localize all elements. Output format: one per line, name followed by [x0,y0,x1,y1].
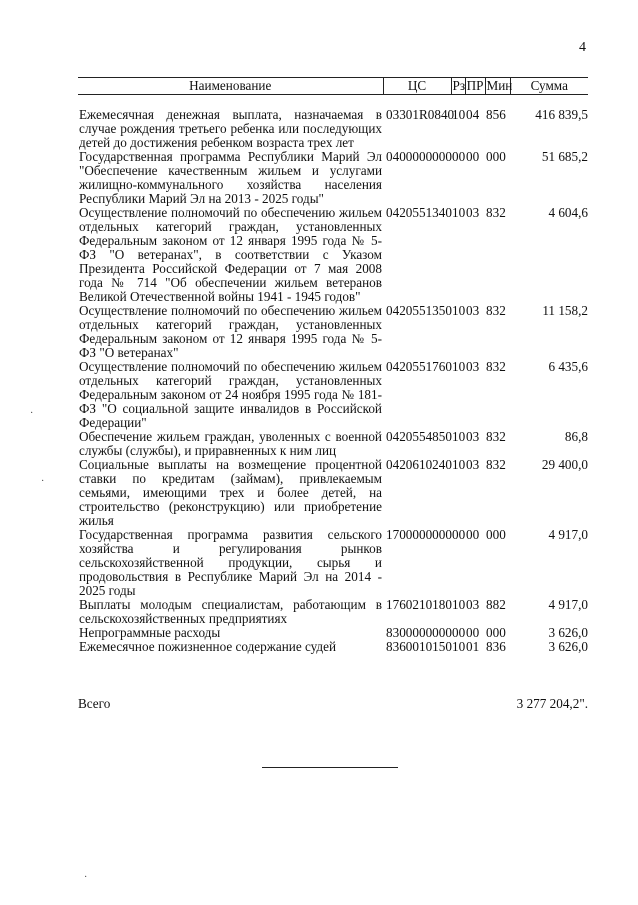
total-label: Всего [78,696,111,711]
row-min: 832 [486,457,506,472]
row-min: 832 [486,303,506,318]
row-min: 836 [486,639,506,654]
table-row [78,95,588,151]
row-min: 832 [486,359,506,374]
header-sum: Сумма [510,78,588,95]
table-row [78,430,588,458]
row-rz: 10 [452,457,466,472]
row-min: 882 [486,597,506,612]
row-pr: 03 [466,597,480,612]
row-name: Государственная программа развития сельского хозяйства и регулирования рынков сельскохозяйственной продукции, сырья и продовольствия в Республике Марий Эл на 2014 - 2025 годы [79,527,382,598]
row-pr: 00 [466,527,480,542]
row-name: Выплаты молодым специалистам, работающим в сельскохозяйственных предприятиях [79,597,382,626]
row-rz: 00 [452,527,466,542]
total-value: 3 277 204,2". [516,696,588,711]
row-cs-code: 0420610240 [386,457,452,472]
row-cs-code: 8300000000 [386,625,452,640]
row-name: Ежемесячное пожизненное содержание судей [79,639,337,654]
row-min: 000 [486,625,506,640]
row-name: Обеспечение жильем граждан, уволенных с военной службы (службы), и приравненных к ним лиц [79,429,382,458]
row-sum: 416 839,5 [535,107,588,122]
row-sum: 6 435,6 [548,359,588,374]
row-cs-code: 0420551340 [386,205,452,220]
row-rz: 10 [452,303,466,318]
header-name: Наименование [78,78,383,95]
row-pr: 00 [466,149,480,164]
row-cs-code: 0400000000 [386,149,452,164]
row-rz: 00 [452,149,466,164]
header-rz: Рз [452,78,466,93]
row-pr: 01 [466,639,480,654]
table-row [78,458,588,528]
row-name: Осуществление полномочий по обеспечению жильем отдельных категорий граждан, установленных Федеральным законом от 12 января 1995 года № 5-ФЗ "О ветеранах" [79,303,382,360]
scan-speck: · [41,476,45,487]
row-sum: 86,8 [564,429,588,444]
table-row [78,304,588,360]
signature-divider [262,767,398,768]
row-cs-code: 1700000000 [386,527,452,542]
row-sum: 4 917,0 [548,527,588,542]
row-rz: 10 [452,205,466,220]
row-cs-code: 0420551760 [386,359,452,374]
row-pr: 04 [466,107,480,122]
row-name: Непрограммные расходы [79,625,221,640]
row-min: 000 [486,149,506,164]
table-row [78,528,588,598]
row-cs-code: 03301R0840 [386,107,455,122]
row-sum: 3 626,0 [548,639,588,654]
row-rz: 10 [452,597,466,612]
row-rz: 00 [452,625,466,640]
row-rz: 10 [452,359,466,374]
row-min: 000 [486,527,506,542]
row-sum: 3 626,0 [548,625,588,640]
row-rz: 10 [452,107,466,122]
table-row [78,598,588,626]
row-sum: 4 604,6 [548,205,588,220]
row-name: Социальные выплаты на возмещение процентной ставки по кредитам (займам), привлекаемым семьями, имеющими трех и более детей, на строительство (реконструкцию) или приобретение жилья [79,457,382,528]
budget-table [78,77,588,654]
row-pr: 00 [466,625,480,640]
row-cs-code: 1760210180 [386,597,452,612]
row-pr: 03 [466,359,480,374]
row-pr: 03 [466,457,480,472]
row-sum: 29 400,0 [541,457,588,472]
row-rz: 10 [452,639,466,654]
row-min: 832 [486,205,506,220]
row-sum: 4 917,0 [548,597,588,612]
scan-speck: · [84,872,88,883]
row-cs-code: 0420551350 [386,303,452,318]
row-min: 832 [486,429,506,444]
row-cs-code: 0420554850 [386,429,452,444]
row-name: Осуществление полномочий по обеспечению жильем отдельных категорий граждан, установленных Федеральным законом от 12 января 1995 года № 5-ФЗ "О ветеранах", в соответствии с Указом Президента Российской Федерации от 7 мая 2008 года № 714 "Об обеспечении жильем ветеранов Великой Отечественной войны 1941 - 1945 годов" [79,205,382,304]
header-min: Мин [486,78,513,93]
row-name: Государственная программа Республики Марий Эл "Обеспечение качественным жильем и услугами жилищно-коммунального хозяйства населения Республики Марий Эл на 2013 - 2025 годы" [79,149,382,206]
row-pr: 03 [466,429,480,444]
scan-speck: · [30,408,34,419]
table-header-row [78,78,588,95]
row-pr: 03 [466,303,480,318]
row-cs-code: 8360010150 [386,639,452,654]
row-name: Ежемесячная денежная выплата, назначаемая в случае рождения третьего ребенка или последующих детей до достижения ребенком возраста трех лет [79,107,382,150]
table-row [78,640,588,654]
header-cs: ЦС [383,78,451,95]
table-row [78,206,588,304]
table-row [78,360,588,430]
row-pr: 03 [466,205,480,220]
row-name: Осуществление полномочий по обеспечению жильем отдельных категорий граждан, установленных Федеральным законом от 24 ноября 1995 года № 181-ФЗ "О социальной защите инвалидов в Российской Федерации" [79,359,382,430]
table-row [78,626,588,640]
table-row [78,150,588,206]
header-pr: ПР [466,78,484,93]
row-sum: 51 685,2 [541,149,588,164]
row-min: 856 [486,107,506,122]
row-rz: 10 [452,429,466,444]
page-number: 4 [579,40,586,55]
row-sum: 11 158,2 [542,303,588,318]
